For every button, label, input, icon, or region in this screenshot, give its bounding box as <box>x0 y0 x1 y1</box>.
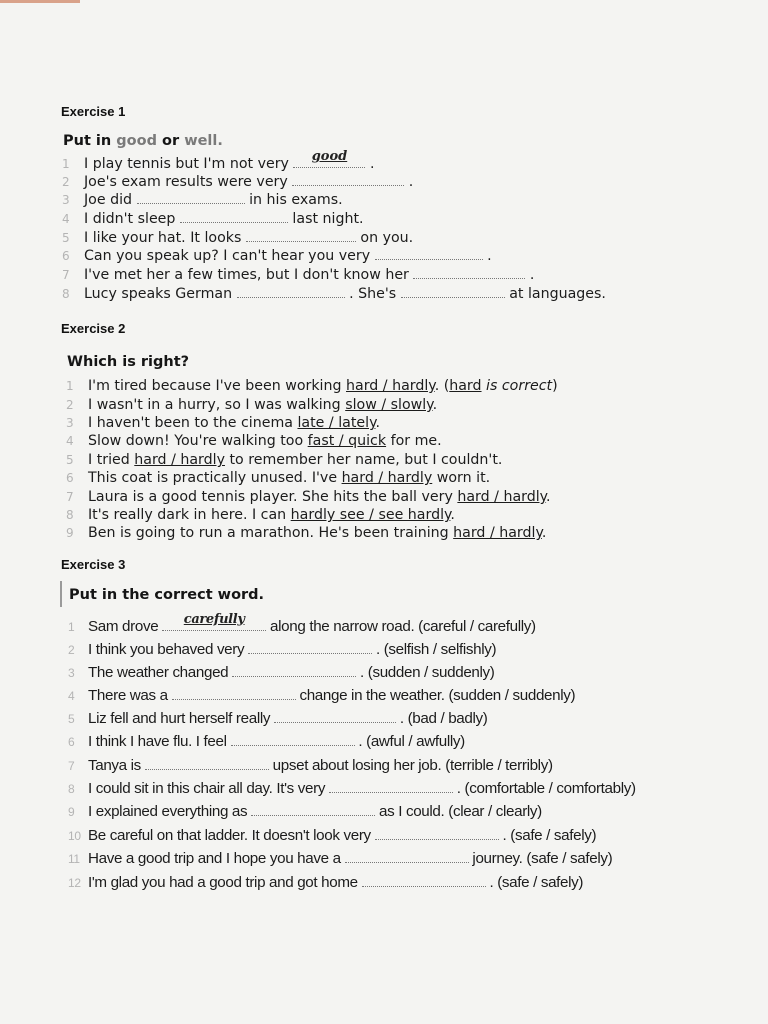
answer-blank[interactable] <box>145 757 269 770</box>
item-number: 8 <box>66 508 74 522</box>
exercise-1-instruction <box>63 133 223 149</box>
answer-blank[interactable] <box>292 173 404 186</box>
item-text: Be careful on that ladder. It doesn't look very <box>88 827 375 844</box>
answer-blank[interactable] <box>251 803 375 816</box>
item-text: . (safe / safely) <box>498 827 597 844</box>
item-text: . <box>546 489 551 505</box>
exercise-3-title: Exercise 3 <box>61 557 126 572</box>
answer-blank[interactable] <box>329 780 453 793</box>
item-number: 10 <box>68 829 81 843</box>
item-text: Liz fell and hurt herself really <box>88 710 274 727</box>
item-number: 6 <box>66 471 74 485</box>
answer-blank[interactable] <box>413 266 525 279</box>
handwritten-answer: carefully <box>183 612 245 627</box>
choice-options[interactable]: late / lately <box>297 415 376 431</box>
exercise-3-item <box>68 827 596 845</box>
exercise-2-item <box>66 451 502 469</box>
exercise-1-item <box>62 149 375 173</box>
item-text: on you. <box>355 230 414 246</box>
exercise-3-item <box>68 641 496 659</box>
answer-blank[interactable] <box>375 247 483 260</box>
item-text: . <box>404 174 414 190</box>
item-number: 8 <box>62 287 70 301</box>
item-text: in his exams. <box>244 192 343 208</box>
margin-bar <box>60 581 62 607</box>
instruction-text: or <box>156 133 185 149</box>
item-text: Sam drove <box>88 618 163 635</box>
answer-blank[interactable] <box>180 210 288 223</box>
item-text: to remember her name, but I couldn't. <box>224 452 503 468</box>
exercise-2-item <box>66 469 490 487</box>
exercise-1-item <box>62 210 364 228</box>
exercise-1-item <box>62 229 413 247</box>
choice-options[interactable]: hard / hardly <box>341 470 433 486</box>
item-number: 3 <box>62 193 70 207</box>
exercise-2-item <box>66 524 546 542</box>
exercise-3-item <box>68 710 487 728</box>
exercise-1-item <box>62 247 492 265</box>
item-number: 6 <box>62 249 70 263</box>
exercise-2-title: Exercise 2 <box>61 321 126 336</box>
item-text: . She's <box>344 286 401 302</box>
item-text: . (selfish / selfishly) <box>372 641 497 658</box>
choice-options[interactable]: hard / hardly <box>134 452 225 468</box>
item-text: Slow down! You're walking too <box>88 433 308 449</box>
item-number: 2 <box>68 643 75 657</box>
item-text: Joe did <box>84 192 137 208</box>
exercise-2-instruction: Which is right? <box>67 354 190 370</box>
exercise-3-item <box>68 733 465 751</box>
exercise-2-item <box>66 506 455 524</box>
item-text: as I could. (clear / clearly) <box>375 803 542 820</box>
answer-blank[interactable] <box>246 229 356 242</box>
item-text: I wasn't in a hurry, so I was walking <box>88 397 346 413</box>
exercise-3-item <box>68 612 536 636</box>
item-number: 4 <box>62 212 70 226</box>
item-number: 4 <box>66 434 74 448</box>
answer-blank[interactable] <box>172 687 296 700</box>
item-text: . <box>375 415 380 431</box>
item-number: 7 <box>62 268 70 282</box>
item-text: . (safe / safely) <box>485 874 584 891</box>
item-text: I explained everything as <box>88 803 252 820</box>
answer-blank[interactable] <box>137 191 245 204</box>
item-number: 1 <box>68 620 75 634</box>
instruction-word-good: good <box>116 133 157 149</box>
item-text: . <box>482 248 492 264</box>
handwritten-answer: good <box>311 149 348 164</box>
exercise-2-item <box>66 414 380 432</box>
choice-options[interactable]: hardly see / see hardly <box>290 507 451 523</box>
exercise-3-item <box>68 780 636 798</box>
answer-blank[interactable] <box>237 285 345 298</box>
item-text: . <box>525 267 535 283</box>
item-number: 3 <box>66 416 74 430</box>
item-text: The weather changed <box>88 664 233 681</box>
item-number: 11 <box>68 852 80 866</box>
answer-blank[interactable] <box>293 149 365 168</box>
item-text: . <box>541 525 547 541</box>
answer-blank[interactable] <box>401 285 505 298</box>
item-text: . (sudden / suddenly) <box>356 664 495 681</box>
item-number: 3 <box>68 666 75 680</box>
item-text: ) <box>552 378 558 394</box>
item-number: 9 <box>66 526 74 540</box>
choice-options[interactable]: hard / hardly <box>457 489 547 505</box>
item-text: I'm glad you had a good trip and got home <box>88 874 362 891</box>
item-number: 2 <box>66 398 74 412</box>
exercise-3-item <box>68 687 575 705</box>
item-number: 12 <box>68 876 81 890</box>
item-number: 7 <box>66 490 74 504</box>
item-text: I could sit in this chair all day. It's very <box>88 780 329 797</box>
item-number: 7 <box>68 759 75 773</box>
answer-blank[interactable] <box>375 827 499 840</box>
item-number: 1 <box>66 379 74 393</box>
exercise-3-instruction: Put in the correct word. <box>69 587 265 603</box>
item-text: . ( <box>434 378 450 394</box>
item-number: 9 <box>68 805 75 819</box>
item-text: worn it. <box>432 470 491 486</box>
item-text: I tried <box>88 452 135 468</box>
item-text: I think you behaved very <box>88 641 249 658</box>
exercise-3-item <box>68 664 495 682</box>
answer-blank[interactable] <box>231 733 355 746</box>
item-number: 8 <box>68 782 75 796</box>
choice-options[interactable]: hard / hardly <box>346 378 435 394</box>
item-text: This coat is practically unused. I've <box>88 470 342 486</box>
item-text: Lucy speaks German <box>84 286 237 302</box>
answer-blank[interactable] <box>274 710 396 723</box>
choice-options[interactable]: slow / slowly <box>345 397 433 413</box>
item-text: I'm tired because I've been working <box>88 378 347 394</box>
item-number: 5 <box>68 712 75 726</box>
page-corner-mark <box>0 0 80 3</box>
exercise-1-title: Exercise 1 <box>61 104 126 119</box>
item-text: . <box>432 397 438 413</box>
exercise-1-item <box>62 191 343 209</box>
exercise-3-item <box>68 850 612 868</box>
item-text: last night. <box>287 211 364 227</box>
item-text: . (bad / badly) <box>395 710 488 727</box>
exercise-1-item <box>62 173 413 191</box>
instruction-word-well: well. <box>184 133 223 149</box>
item-text: I play tennis but I'm not very <box>84 156 294 172</box>
item-text: for me. <box>386 433 442 449</box>
answer-blank[interactable] <box>232 664 356 677</box>
item-text: . (comfortable / comfortably) <box>452 780 636 797</box>
example-note: is correct <box>481 378 553 394</box>
item-number: 1 <box>62 157 70 171</box>
answer-blank[interactable] <box>162 612 266 631</box>
item-text: change in the weather. (sudden / suddenly) <box>295 687 576 704</box>
item-text: Tanya is <box>88 757 145 774</box>
item-text: along the narrow road. (careful / carefully) <box>266 618 536 635</box>
choice-options[interactable]: hard / hardly <box>453 525 542 541</box>
item-text: Joe's exam results were very <box>84 174 293 190</box>
answer-blank[interactable] <box>362 874 486 887</box>
exercise-2-item <box>66 432 442 450</box>
item-text: . (awful / awfully) <box>354 733 465 750</box>
item-text: I've met her a few times, but I don't know her <box>84 267 414 283</box>
item-text: Have a good trip and I hope you have a <box>88 850 345 867</box>
exercise-1-item <box>62 285 606 303</box>
exercise-2-item <box>66 488 551 506</box>
item-text: journey. (safe / safely) <box>468 850 613 867</box>
item-number: 6 <box>68 735 75 749</box>
answer-blank[interactable] <box>248 641 372 654</box>
exercise-2-item <box>66 377 558 395</box>
item-text: Ben is going to run a marathon. He's been training <box>88 525 454 541</box>
instruction-text: Put in <box>63 133 117 149</box>
exercise-1-item <box>62 266 534 284</box>
item-text: It's really dark in here. I can <box>88 507 291 523</box>
exercise-2-item <box>66 396 437 414</box>
choice-options[interactable]: fast / quick <box>307 433 387 449</box>
item-text: I didn't sleep <box>84 211 180 227</box>
item-text: Can you speak up? I can't hear you very <box>84 248 375 264</box>
item-text: at languages. <box>504 286 606 302</box>
item-number: 5 <box>62 231 70 245</box>
exercise-3-item <box>68 874 583 892</box>
item-text: . <box>450 507 455 523</box>
item-text: There was a <box>88 687 172 704</box>
item-number: 4 <box>68 689 75 703</box>
item-text: I like your hat. It looks <box>84 230 246 246</box>
item-text: Laura is a good tennis player. She hits the ball very <box>88 489 458 505</box>
item-text: I think I have flu. I feel <box>88 733 231 750</box>
answer-blank[interactable] <box>345 850 469 863</box>
example-answer: hard <box>449 378 482 394</box>
item-text: . <box>365 156 375 172</box>
item-text: I haven't been to the cinema <box>88 415 298 431</box>
exercise-3-item <box>68 803 542 821</box>
item-text: upset about losing her job. (terrible / terribly) <box>268 757 553 774</box>
item-number: 5 <box>66 453 74 467</box>
item-number: 2 <box>62 175 70 189</box>
exercise-3-item <box>68 757 553 775</box>
